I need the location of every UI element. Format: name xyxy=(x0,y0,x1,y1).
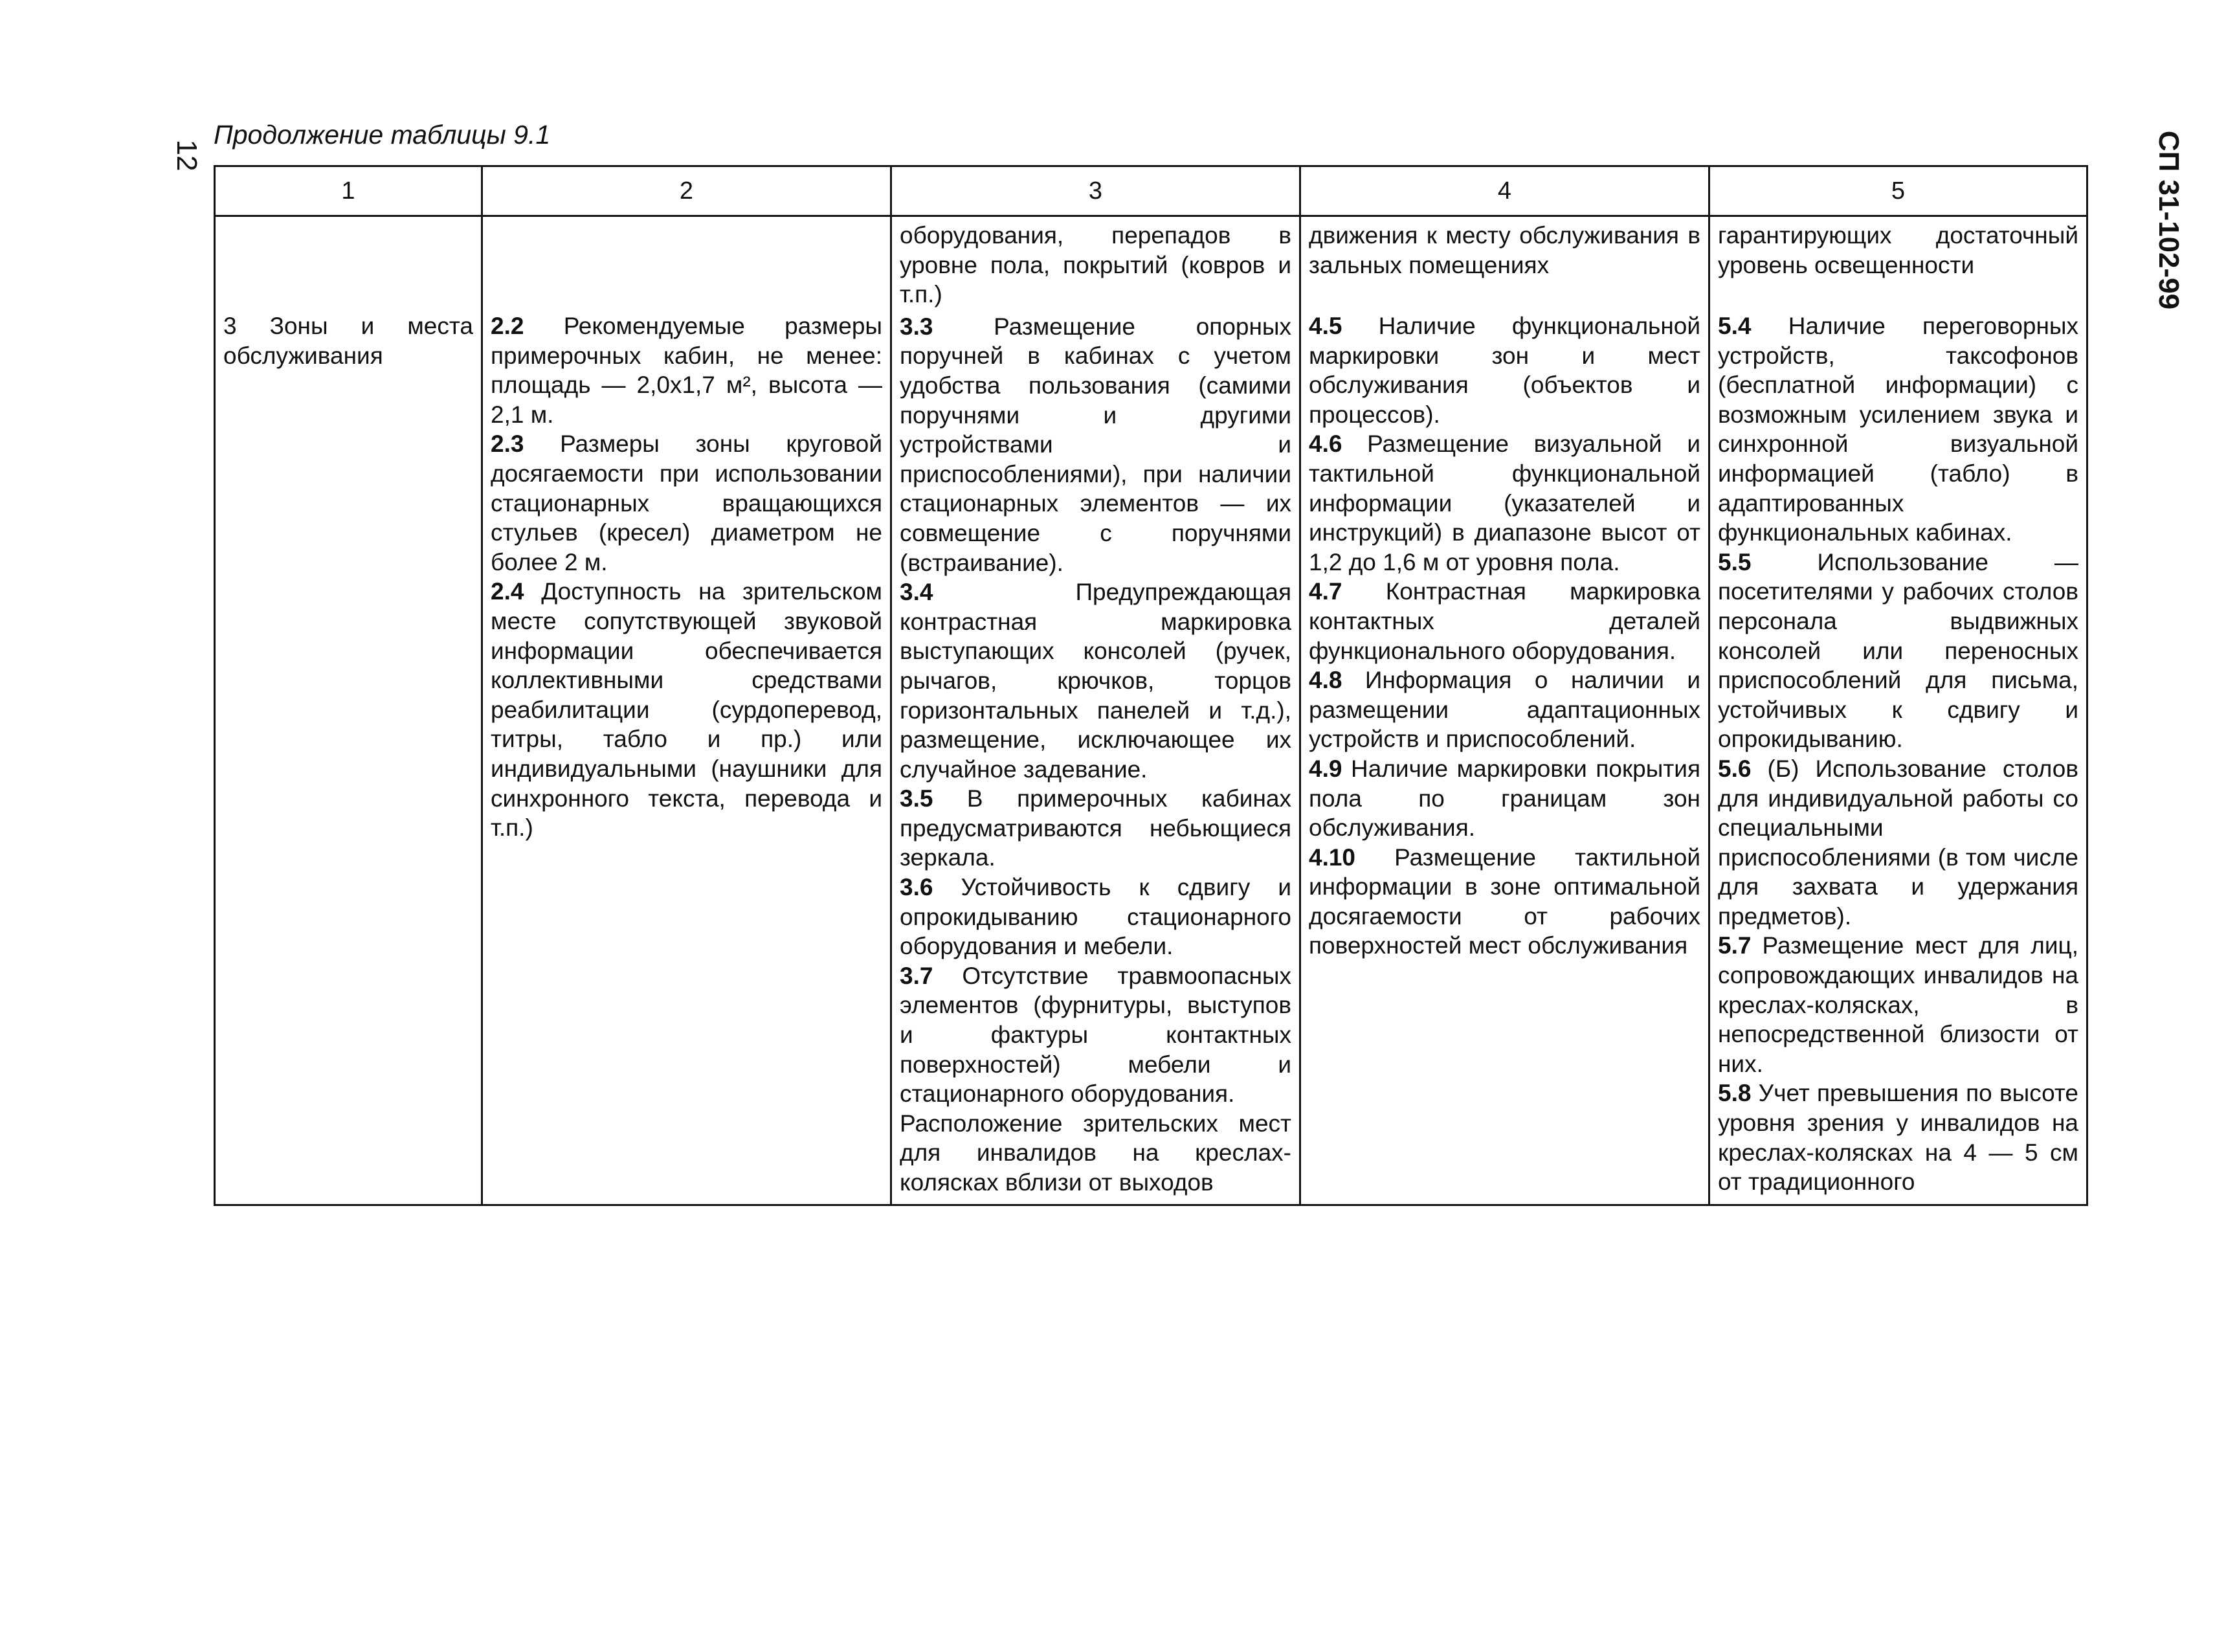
page-number: 12 xyxy=(171,139,203,172)
list-item xyxy=(1309,311,1700,429)
list-item xyxy=(900,873,1291,961)
row-cell-col3 xyxy=(891,216,1300,1205)
item-text: Размещение опорных поручней в кабинах с учетом удобства пользования (самими поручнями и другими устройствами и приспособлениями), при наличии стационарных элементов — их совмещение с поручнями (встраивание). xyxy=(900,313,1291,576)
header-row xyxy=(215,166,2087,216)
item-text: Размещение тактильной информации в зоне оптимальной досягаемости от рабочих поверхностей мест обслуживания xyxy=(1309,843,1700,959)
item-text: Размещение визуальной и тактильной функциональной информации (указателей и инструкций) в диапазоне высот от 1,2 до 1,6 м от уровня пола. xyxy=(1309,430,1700,575)
item-number: 5.7 xyxy=(1718,932,1752,959)
list-item xyxy=(491,577,882,842)
items-col2 xyxy=(491,309,882,849)
zone-title: 3 Зоны и места обслуживания xyxy=(223,313,473,369)
continuation-col5: гарантирующих достаточный уровень освещенности xyxy=(1718,222,2078,278)
column-header-5: 5 xyxy=(1709,166,2087,216)
item-number: 2.3 xyxy=(491,430,524,458)
item-text: Учет превышения по высоте уровня зрения у инвалидов на креслах-колясках на 4 — 5 см от традиционного xyxy=(1718,1080,2078,1196)
item-number: 5.8 xyxy=(1718,1080,1752,1107)
item-number: 4.7 xyxy=(1309,578,1342,605)
item-number: 2.4 xyxy=(491,578,524,605)
list-item xyxy=(1309,665,1700,754)
document-code: СП 31-102-99 xyxy=(2153,130,2185,310)
row-cell-col2 xyxy=(482,216,891,1205)
column-header-3: 3 xyxy=(891,166,1300,216)
item-number: 5.5 xyxy=(1718,548,1752,575)
item-number: 3.6 xyxy=(900,874,933,901)
list-item xyxy=(1718,1078,2078,1196)
item-number: 3.5 xyxy=(900,785,933,812)
item-text: Размеры зоны круговой досягаемости при использовании стационарных вращающихся стульев (кресел) диаметром не более 2 м. xyxy=(491,430,882,575)
list-item xyxy=(1718,754,2078,932)
item-number: 4.9 xyxy=(1309,755,1342,782)
item-text: Устойчивость к сдвигу и опрокидыванию стационарного оборудования и мебели. xyxy=(900,874,1291,960)
item-text: Наличие маркировки покрытия пола по границам зон обслуживания. xyxy=(1309,755,1700,842)
item-text: Рекомендуемые размеры примерочных кабин, не менее: площадь — 2,0х1,7 м², высота — 2,1 м. xyxy=(491,313,882,428)
item-number: 4.10 xyxy=(1309,843,1356,871)
list-item xyxy=(900,312,1291,577)
table-caption: Продолжение таблицы 9.1 xyxy=(214,120,551,150)
item-number: 4.8 xyxy=(1309,667,1342,694)
list-item xyxy=(1309,843,1700,961)
item-text: Доступность на зрительском месте сопутствующей звуковой информации обеспечивается коллективными средствами реабилитации (сурдоперевод, титры, табло и пр.) или индивидуальными (наушники для синхронного текста, перевода и т.п.) xyxy=(491,578,882,842)
item-number: 4.6 xyxy=(1309,430,1342,458)
continuation-col2 xyxy=(491,217,882,309)
column-header-2: 2 xyxy=(482,166,891,216)
item-number: 4.5 xyxy=(1309,313,1342,339)
row-cell-col4 xyxy=(1300,216,1709,1205)
column-header-1: 1 xyxy=(215,166,482,216)
list-item xyxy=(491,429,882,577)
list-item xyxy=(900,1109,1291,1198)
continuation-col3: оборудования, перепадов в уровне пола, покрытий (ковров и т.п.) xyxy=(900,222,1291,308)
items-col4 xyxy=(1309,309,1700,967)
item-number: 2.2 xyxy=(491,313,524,339)
item-text: Контрастная маркировка контактных деталей функционального оборудования. xyxy=(1309,578,1700,664)
list-item xyxy=(900,577,1291,784)
continuation-col1 xyxy=(223,217,473,309)
item-text: Отсутствие травмоопасных элементов (фурнитуры, выступов и фактуры контактных поверхностей) мебели и стационарного оборудования. xyxy=(900,962,1291,1108)
row-cell-col1 xyxy=(215,216,482,1205)
list-item xyxy=(1718,311,2078,548)
item-number: 3.7 xyxy=(900,962,933,989)
row-cell-col5 xyxy=(1709,216,2087,1205)
item-text: Наличие переговорных устройств, таксофонов (бесплатной информации) с возможным усилением звука и синхронной визуальной информацией (табло) в адаптированных функциональных кабинах. xyxy=(1718,313,2078,546)
items-col3 xyxy=(900,309,1291,1204)
list-item xyxy=(1309,754,1700,843)
item-text: Расположение зрительских мест для инвалидов на креслах-колясках вблизи от выходов xyxy=(900,1110,1291,1196)
item-number: 5.4 xyxy=(1718,313,1752,339)
item-number: 3.3 xyxy=(900,313,933,340)
column-header-4: 4 xyxy=(1300,166,1709,216)
item-text: Предупреждающая контрастная маркировка выступающих консолей (ручек, рычагов, крючков, торцов горизонтальных панелей и т.д.), размещение, исключающее их случайное задевание. xyxy=(900,579,1291,783)
list-item xyxy=(1718,931,2078,1078)
list-item xyxy=(491,311,882,429)
item-text: Наличие функциональной маркировки зон и мест обслуживания (объектов и процессов). xyxy=(1309,313,1700,428)
list-item xyxy=(900,961,1291,1109)
requirements-table xyxy=(214,165,2088,1206)
item-text: Информация о наличии и размещении адаптационных устройств и приспособлений. xyxy=(1309,667,1700,753)
list-item xyxy=(1309,429,1700,577)
item-text: (Б) Использование столов для индивидуальной работы со специальными приспособлениями (в том числе для захвата и удержания предметов). xyxy=(1718,755,2078,930)
list-item xyxy=(1718,548,2078,754)
list-item xyxy=(1309,577,1700,665)
item-number: 5.6 xyxy=(1718,755,1752,782)
item-text: Размещение мест для лиц, сопровождающих инвалидов на креслах-колясках, в непосредственной близости от них. xyxy=(1718,932,2078,1077)
list-item xyxy=(900,784,1291,873)
items-col5 xyxy=(1718,309,2078,1203)
table-row xyxy=(215,216,2087,1205)
item-text: Использование — посетителями у рабочих столов персонала выдвижных консолей или переносных приспособлений для письма, устойчивых к сдвигу и опрокидыванию. xyxy=(1718,548,2078,753)
continuation-col4: движения к месту обслуживания в зальных помещениях xyxy=(1309,222,1700,278)
item-text: В примерочных кабинах предусматриваются небьющиеся зеркала. xyxy=(900,785,1291,871)
item-number: 3.4 xyxy=(900,579,933,606)
